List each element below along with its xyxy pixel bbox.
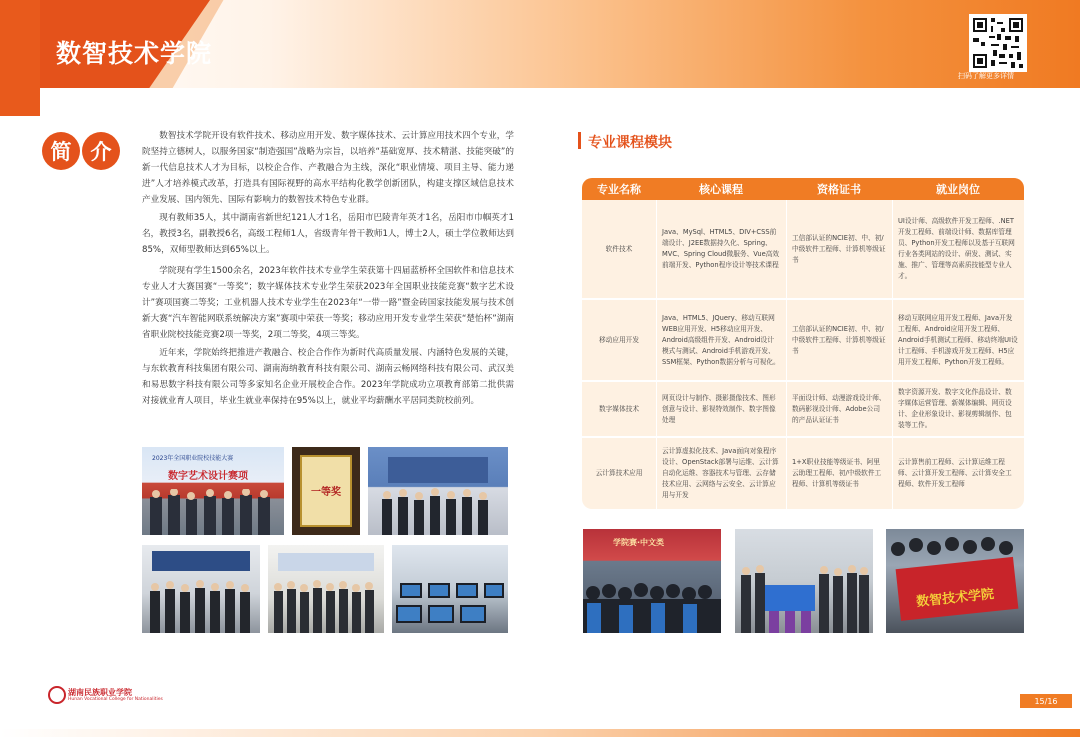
- footer-college-name: 湖南民族职业学院: [68, 688, 132, 697]
- student-event-photo: [583, 529, 721, 633]
- computer-lab-photo: [392, 545, 508, 633]
- footer-stripe: [0, 729, 1080, 737]
- table-cell-major: 云计算技术应用: [595, 469, 643, 477]
- table-cell-courses: Java、MySql、HTML5、DIV+CSS前端设计、J2EE数据持久化、Spring、MVC、Spring Cloud微服务、Vue高效前端开发、Python程序设计等技术课程: [662, 228, 780, 269]
- intro-paragraph-1: 数智技术学院开设有软件技术、移动应用开发、数字媒体技术、云计算应用技术四个专业，学院坚持立德树人，以服务国家“制造强国”战略为宗旨，以培养“基础宽厚、技术精湛、技能突破”的新一代信息技术人才为目标，以校企合作、产教融合为主线，深化“职业情境、项目主导、能力递进”人才培养模式改革，打造具有国际视野的高水平结构化教学创新团队，构建支撑区域信息技术产业发展、国内领先、国际有影响力的数智技术特色专业群。: [142, 131, 514, 205]
- photo-banner-text: 数字艺术设计赛项: [168, 471, 248, 482]
- section-title: 专业课程模块: [588, 135, 672, 151]
- signing-silhouettes: [268, 545, 384, 633]
- table-cell-jobs: 移动互联网应用开发工程师、Java开发工程师、Android应用开发工程师、Android手机测试工程师、移动终端UI设计工程师、手机游戏开发工程师、H5应用开发工程师、Python开发工程师。: [898, 313, 1018, 366]
- table-header-courses: 核心课程: [656, 178, 786, 200]
- section-title-bar: [578, 132, 581, 149]
- team-silhouettes: [368, 447, 508, 535]
- page-title: 数智技术学院: [56, 39, 213, 68]
- table-header-certificates: 资格证书: [786, 178, 892, 200]
- course-module-table: [582, 178, 1024, 509]
- table-cell-jobs: 数字资源开发、数字文化作品设计、数字媒体运营管理、新媒体编辑、网页设计、企业形象设计、影视剪辑制作、包装等工作。: [898, 388, 1012, 429]
- header-left-bar: [0, 0, 40, 116]
- header-notch: [40, 100, 260, 116]
- table-cell-courses: Java、HTML5、JQuery、移动互联网WEB应用开发、H5移动应用开发、Android高级组件开发、Android设计模式与测试、Android手机游戏开发、SSM框架、Python数据分析与可视化。: [662, 313, 780, 366]
- table-cell-jobs: UI设计师、高级软件开发工程师、.NET开发工程师、前端设计师、数据库管理员、Python开发工程师以及基于互联网行业各类网站的设计、研发、测试、实施、推广、管理等高素质技能型专业人才。: [898, 217, 1015, 280]
- qr-caption: 扫码了解更多详情: [958, 72, 1014, 80]
- table-header-major: 专业名称: [582, 178, 656, 200]
- team-award-photo: [368, 447, 508, 535]
- photo-banner-top: 2023年全国职业院校技能大赛: [152, 455, 234, 462]
- college-flag-photo: [886, 529, 1024, 633]
- table-cell-certificates: 工信部认证的NCIE初、中、初/中级软件工程师、计算机等级证书: [792, 324, 886, 355]
- people-silhouettes: [142, 489, 284, 535]
- certificate-text: 一等奖: [311, 487, 341, 498]
- intro-paragraph-4: 近年来，学院始终把推进产教融合、校企合作作为新时代高质量发展、内涵特色发展的关键，与东软教育科技集团有限公司、湖南海纳教育科技有限公司、湖南云畅网络科技有限公司、武汉美和易思数字科技有限公司等多家知名企业开展校企合作。2023年学院成功立项教育部第二批供需对接就业育人项目，毕业生就业率保持在95%以上，就业平均薪酬水平居同类院校前列。: [142, 348, 514, 406]
- table-cell-major: 移动应用开发: [598, 335, 640, 344]
- ethnic-costume-photo: [735, 529, 873, 633]
- table-header-jobs: 就业岗位: [892, 178, 1024, 200]
- lab-monitors: [392, 545, 508, 633]
- certificate-photo: [292, 447, 360, 535]
- cooperation-signing-photo: [268, 545, 384, 633]
- table-cell-major: 数字媒体技术: [598, 404, 640, 413]
- visit-silhouettes: [142, 545, 260, 633]
- intro-paragraph-2: 现有教师35人，其中湖南省新世纪121人才1名，岳阳市巴陵青年英才1名，岳阳市巾帼英才1名，教授3名，副教授6名，高级工程师1人，省级青年骨干教师1人，博士2人，硕士学位教师达到85%，双师型教师达到65%以上。: [142, 213, 514, 255]
- table-cell-major: 软件技术: [605, 244, 633, 253]
- table-cell-certificates: 平面设计师、动漫游戏设计师、数码影视设计师、Adobe公司的产品认证证书: [792, 393, 886, 424]
- table-cell-certificates: 工信部认证的NCIE初、中、初/中级软件工程师、计算机等级证书: [792, 233, 886, 264]
- table-cell-jobs: 云计算售前工程师、云计算运维工程师、云计算开发工程师、云计算安全工程师、软件开发工程师: [898, 458, 1012, 488]
- qr-code-icon[interactable]: [969, 14, 1027, 72]
- intro-badge-char-1: 简: [42, 132, 80, 170]
- footer-college-english: Hunan Vocational College for Nationalities: [68, 697, 163, 702]
- competition-award-photo: [142, 447, 284, 535]
- costume-group: [735, 529, 873, 633]
- table-cell-courses: 网页设计与制作、摄影摄像技术、图形创意与设计、影视特效制作、数字图像处理: [662, 393, 776, 424]
- audience-silhouettes: [583, 563, 721, 633]
- intro-paragraph-3: 学院现有学生1500余名，2023年软件技术专业学生荣获第十四届蓝桥杯全国软件和信息技术专业人才大赛国赛“一等奖”；数字媒体技术专业学生荣获2023年全国职业技能竞赛“数字艺术设计”赛项国赛二等奖；工业机器人技术专业学生在2023年“一带一路”暨金砖国家技能发展与技术创新大赛“汽车智能网联系统解决方案”赛项中荣获一等奖；移动应用开发专业学生荣获“楚怡杯”湖南省职业院校技能竞赛2项一等奖，2项二等奖，4项三等奖。: [142, 266, 514, 340]
- page-number: 15/16: [1020, 694, 1072, 708]
- flag-group: [886, 529, 1024, 633]
- college-logo-icon: [48, 686, 66, 704]
- table-cell-courses: 云计算虚拟化技术、Java面向对象程序设计、OpenStack部署与运维、云计算自动化运维、容器技术与管理、云存储技术应用、云网络与云安全、云计算应用与开发: [662, 447, 779, 499]
- table-cell-certificates: 1+X职业技能等级证书、阿里云助理工程师、初/中级软件工程师、计算机等级证书: [792, 458, 882, 488]
- visit-group-photo: [142, 545, 260, 633]
- flag-text: 数智技术学院: [915, 586, 995, 611]
- event-banner-text: 学院赛·中文类: [613, 538, 665, 547]
- intro-badge-char-2: 介: [82, 132, 120, 170]
